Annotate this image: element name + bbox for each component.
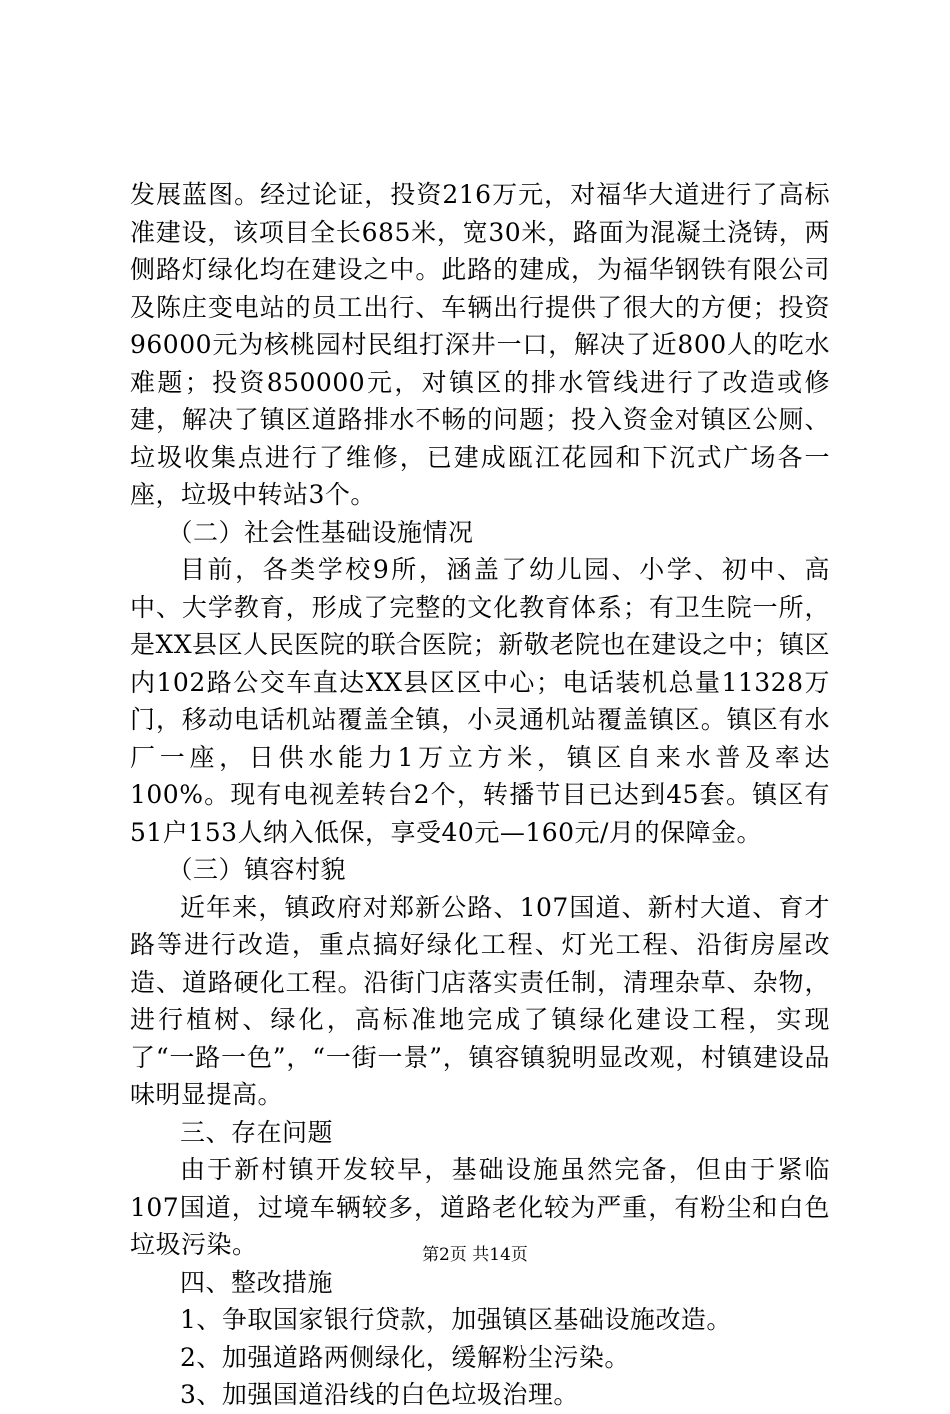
- heading-existing-problems: 三、存在问题: [180, 1117, 334, 1147]
- subheading-town-appearance: （三）镇容村貌: [167, 855, 347, 884]
- paragraph-town-appearance: 近年来，镇政府对郑新公路、107国道、新村大道、育才路等进行改造，重点搞好绿化工程、灯光工程、沿街房屋改造、道路硬化工程。沿街门店落实责任制，清理杂草、杂物，进行植树、绿化，高标准地完成了镇绿化建设工程，实现了“一路一色”，“一街一景”，镇容镇貌明显改观，村镇建设品味明显提高。: [130, 892, 830, 1109]
- list-item-measure-2: 2、加强道路两侧绿化，缓解粉尘污染。: [180, 1342, 630, 1372]
- list-item-measure-3: 3、加强国道沿线的白色垃圾治理。: [180, 1380, 579, 1409]
- heading-rectification-measures: 四、整改措施: [180, 1267, 334, 1297]
- paragraph-infrastructure-investment: 发展蓝图。经过论证，投资216万元，对福华大道进行了高标准建设，该项目全长685米，宽30米，路面为混凝土浇铸，两侧路灯绿化均在建设之中。此路的建成，为福华钢铁有限公司及陈庄变电站的员工出行、车辆出行提供了很大的方便；投资96000元为核桃园村民组打深井一口，解决了近800人的吃水难题；投资850000元，对镇区的排水管线进行了改造或修建，解决了镇区道路排水不畅的问题；投入资金对镇区公厕、垃圾收集点进行了维修，已建成瓯江花园和下沉式广场各一座，垃圾中转站3个。: [130, 180, 830, 509]
- document-body: [130, 176, 830, 1414]
- page-number-label: 第2页 共14页: [422, 1245, 528, 1265]
- paragraph-existing-problems: 由于新村镇开发较早，基础设施虽然完备，但由于紧临107国道，过境车辆较多，道路老化较为严重，有粉尘和白色垃圾污染。: [130, 1155, 830, 1259]
- page-footer: [0, 1244, 950, 1266]
- subheading-social-infrastructure: （二）社会性基础设施情况: [167, 517, 474, 547]
- list-item-measure-1: 1、争取国家银行贷款，加强镇区基础设施改造。: [180, 1305, 732, 1334]
- paragraph-social-infrastructure: 目前，各类学校9所，涵盖了幼儿园、小学、初中、高中、大学教育，形成了完整的文化教育体系；有卫生院一所，是XX县区人民医院的联合医院；新敬老院也在建设之中；镇区内102路公交车直达XX县区区中心；电话装机总量11328万门，移动电话机站覆盖全镇，小灵通机站覆盖镇区。镇区有水厂一座，日供水能力1万立方米，镇区自来水普及率达100%。现有电视差转台2个，转播节目已达到45套。镇区有51户153人纳入低保，享受40元—160元/月的保障金。: [130, 555, 830, 847]
